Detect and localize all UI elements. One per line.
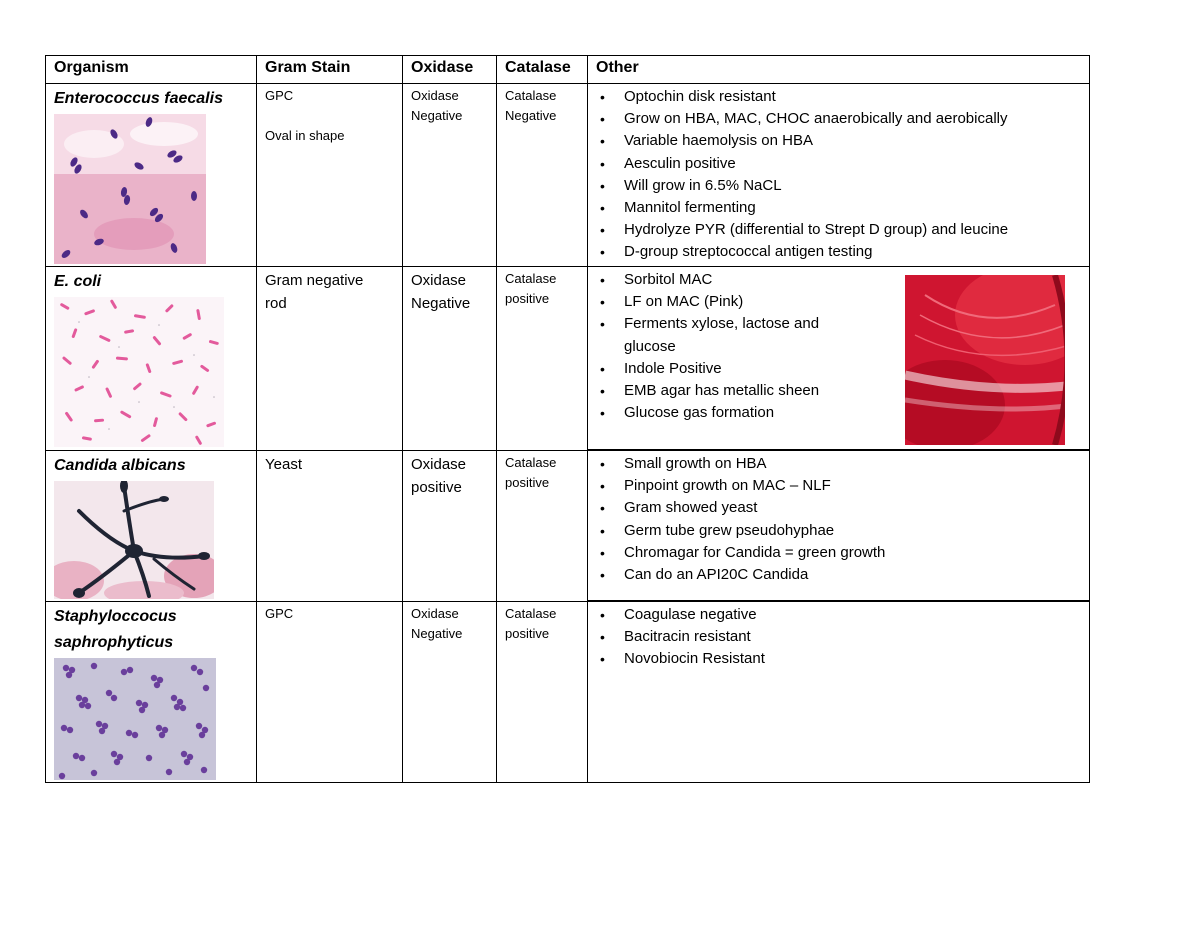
- list-item: • Variable haemolysis on HBA: [596, 130, 1083, 152]
- organism-cell: [46, 450, 257, 601]
- header-oxidase: Oxidase: [403, 56, 497, 84]
- other-list: [596, 269, 856, 424]
- list-item: • Mannitol fermenting: [596, 197, 1083, 219]
- gram-stain-value: Yeast: [265, 455, 302, 473]
- catalase-label: Catalase: [505, 605, 557, 621]
- list-item: • Can do an API20C Candida: [596, 564, 1083, 586]
- header-row: [46, 56, 1090, 84]
- oxidase-label: Oxidase: [411, 605, 459, 621]
- organism-cell: [46, 267, 257, 451]
- catalase-result: positive: [505, 625, 550, 641]
- table-row: [46, 84, 1090, 267]
- enterococcus-micrograph: [54, 114, 250, 264]
- list-item: • D-group streptococcal antigen testing: [596, 241, 1083, 263]
- other-list: [596, 604, 1083, 671]
- oxidase-result: positive: [411, 478, 462, 496]
- list-item: • Bacitracin resistant: [596, 626, 1083, 648]
- oxidase-result: Negative: [411, 108, 463, 123]
- list-item: • Ferments xylose, lactose and glucose: [596, 313, 856, 357]
- catalase-label: Catalase: [505, 454, 557, 470]
- oxidase-cell: [403, 601, 497, 782]
- gram-stain-value: GPC: [265, 88, 294, 103]
- agar-plate-photo: [905, 275, 1075, 450]
- oxidase-label: Oxidase: [411, 272, 467, 289]
- list-item: • LF on MAC (Pink): [596, 291, 856, 313]
- header-gram-stain: Gram Stain: [257, 56, 403, 84]
- oxidase-label: Oxidase: [411, 88, 459, 103]
- list-item: • Small growth on HBA: [596, 453, 1083, 475]
- gram-stain-shape: rod: [265, 295, 287, 312]
- catalase-result: positive: [505, 474, 550, 490]
- catalase-result: Negative: [505, 108, 557, 123]
- list-item: • Chromagar for Candida = green growth: [596, 542, 1083, 564]
- gram-stain-cell: [257, 450, 403, 601]
- oxidase-cell: [403, 267, 497, 451]
- ecoli-micrograph: [54, 297, 250, 447]
- list-item: • Coagulase negative: [596, 604, 1083, 626]
- list-item: • Aesculin positive: [596, 153, 1083, 175]
- list-item: • Glucose gas formation: [596, 402, 856, 424]
- gram-stain-value: Gram negative: [265, 272, 364, 289]
- other-list: [596, 86, 1083, 264]
- gram-stain-note: Oval in shape: [265, 128, 345, 143]
- organism-name: Enterococcus faecalis: [54, 90, 223, 107]
- organism-name-line1: Staphyloccocus: [54, 607, 177, 625]
- organism-name-line2: saphrophyticus: [54, 633, 174, 651]
- catalase-cell: [497, 601, 588, 782]
- catalase-label: Catalase: [505, 271, 557, 286]
- staphylococcus-micrograph: [54, 658, 250, 780]
- header-other: Other: [588, 56, 1090, 84]
- catalase-cell: [497, 450, 588, 601]
- oxidase-cell: [403, 450, 497, 601]
- gram-stain-cell: [257, 84, 403, 267]
- oxidase-result: Negative: [411, 295, 471, 312]
- list-item: • Pinpoint growth on MAC – NLF: [596, 475, 1083, 497]
- catalase-cell: [497, 267, 588, 451]
- other-cell: [588, 601, 1090, 782]
- candida-micrograph: [54, 481, 250, 599]
- gram-stain-cell: [257, 601, 403, 782]
- list-item: • EMB agar has metallic sheen: [596, 380, 856, 402]
- other-list: [596, 453, 1083, 586]
- header-catalase: Catalase: [497, 56, 588, 84]
- list-item: • Hydrolyze PYR (differential to Strept D group) and leucine: [596, 219, 1083, 241]
- list-item: • Grow on HBA, MAC, CHOC anaerobically and aerobically: [596, 108, 1083, 130]
- organism-table: [45, 55, 1090, 783]
- list-item: • Novobiocin Resistant: [596, 648, 1083, 670]
- organism-name: E. coli: [54, 273, 102, 290]
- list-item: • Optochin disk resistant: [596, 86, 1083, 108]
- oxidase-result: Negative: [411, 625, 463, 641]
- other-cell: [588, 450, 1090, 601]
- table-row: [46, 601, 1090, 782]
- list-item: • Indole Positive: [596, 358, 856, 380]
- header-organism: Organism: [46, 56, 257, 84]
- catalase-result: positive: [505, 291, 550, 306]
- other-cell: [588, 84, 1090, 267]
- catalase-cell: [497, 84, 588, 267]
- table-row: [46, 450, 1090, 601]
- oxidase-cell: [403, 84, 497, 267]
- list-item: • Will grow in 6.5% NaCL: [596, 175, 1083, 197]
- oxidase-label: Oxidase: [411, 455, 467, 473]
- organism-name: Candida albicans: [54, 456, 186, 474]
- organism-cell: [46, 84, 257, 267]
- table-row: [46, 267, 1090, 451]
- gram-stain-cell: [257, 267, 403, 451]
- list-item: • Sorbitol MAC: [596, 269, 856, 291]
- organism-cell: [46, 601, 257, 782]
- catalase-label: Catalase: [505, 88, 557, 103]
- list-item: • Gram showed yeast: [596, 497, 1083, 519]
- gram-stain-value: GPC: [265, 605, 294, 621]
- other-cell: [588, 267, 1090, 451]
- list-item: • Germ tube grew pseudohyphae: [596, 520, 1083, 542]
